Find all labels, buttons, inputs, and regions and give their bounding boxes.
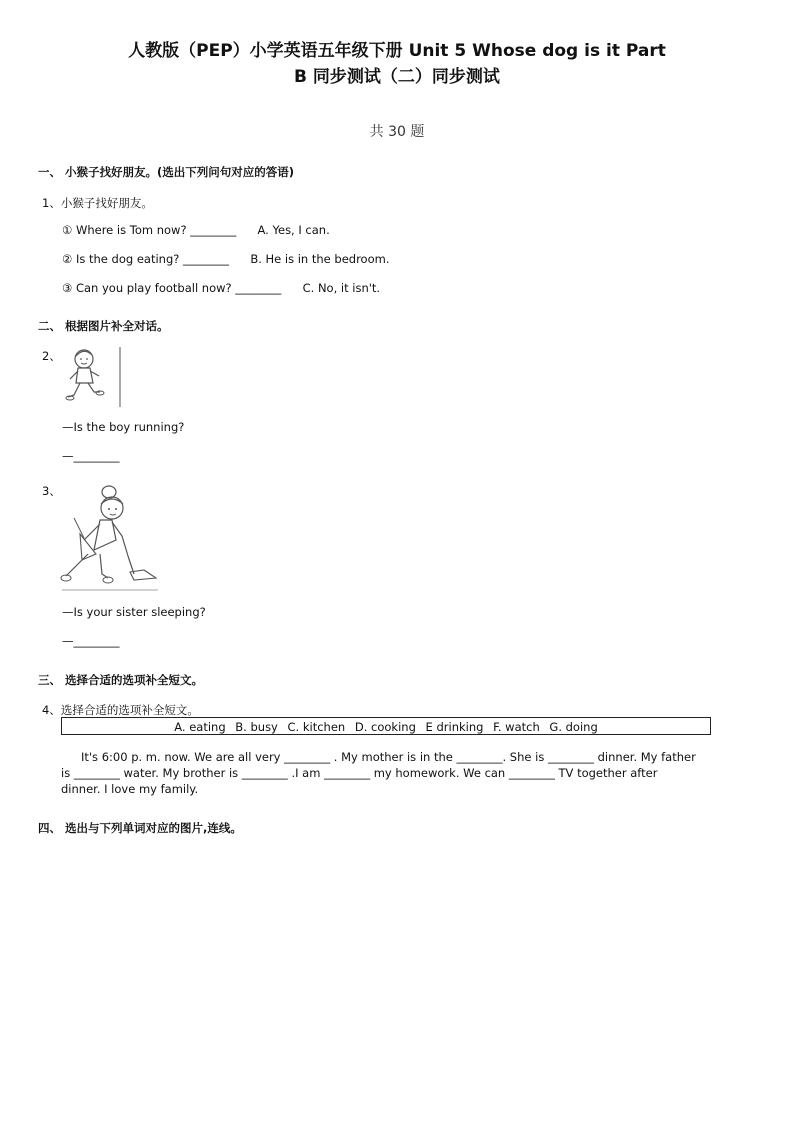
question-3-answer-blank[interactable]: —________ — [62, 634, 120, 648]
question-2-answer-blank[interactable]: —________ — [62, 449, 120, 463]
page-title-line2: B 同步测试（二）同步测试 — [294, 67, 500, 87]
question-1-number: 1、 — [42, 196, 61, 210]
match-item-2 — [62, 252, 389, 266]
question-3-prompt: —Is your sister sleeping? — [62, 605, 206, 619]
match-answer-b: B. He is in the bedroom. — [250, 252, 390, 266]
option-a: A. eating — [174, 720, 226, 734]
match-item-3 — [62, 281, 380, 295]
match-question-2: ② Is the dog eating? ________ — [62, 252, 229, 266]
match-question-3: ③ Can you play football now? ________ — [62, 281, 282, 295]
word-options-box — [61, 717, 711, 735]
question-1 — [42, 195, 153, 211]
running-boy-image — [62, 345, 126, 409]
match-answer-a: A. Yes, I can. — [257, 223, 330, 237]
question-4 — [42, 702, 199, 718]
match-question-1: ① Where is Tom now? ________ — [62, 223, 237, 237]
question-2-number: 2、 — [42, 349, 61, 363]
question-count: 共 30 题 — [369, 124, 425, 140]
match-answer-c: C. No, it isn't. — [302, 281, 381, 295]
paragraph-line-1: It's 6:00 p. m. now. We are all very ________ . My mother is in the ________. She is ________ dinner. My father — [81, 750, 696, 764]
option-e: E drinking — [425, 720, 484, 734]
option-f: F. watch — [493, 720, 540, 734]
question-1-text: 小猴子找好朋友。 — [60, 196, 153, 210]
girl-sweeping-image — [60, 478, 160, 594]
paragraph-line-2: is ________ water. My brother is ________ .I am ________ my homework. We can ________ TV together after — [61, 766, 658, 780]
section-3-heading: 三、 选择合适的选项补全短文。 — [38, 673, 204, 687]
paragraph-line-3: dinner. I love my family. — [61, 782, 199, 796]
page-title-line1: 人教版（PEP）小学英语五年级下册 Unit 5 Whose dog is it Part — [128, 41, 666, 61]
question-2-prompt: —Is the boy running? — [62, 420, 185, 434]
option-g: G. doing — [549, 720, 598, 734]
section-2-heading: 二、 根据图片补全对话。 — [38, 319, 169, 333]
cloze-paragraph — [61, 749, 721, 797]
option-b: B. busy — [235, 720, 278, 734]
question-3-number: 3、 — [42, 484, 61, 498]
match-item-1 — [62, 223, 330, 237]
question-4-number: 4、 — [42, 703, 61, 717]
section-4-heading: 四、 选出与下列单词对应的图片,连线。 — [38, 821, 242, 835]
option-c: C. kitchen — [287, 720, 346, 734]
section-1-heading: 一、 小猴子找好朋友。(选出下列问句对应的答语) — [38, 165, 295, 179]
question-4-text: 选择合适的选项补全短文。 — [60, 703, 199, 717]
option-d: D. cooking — [354, 720, 416, 734]
